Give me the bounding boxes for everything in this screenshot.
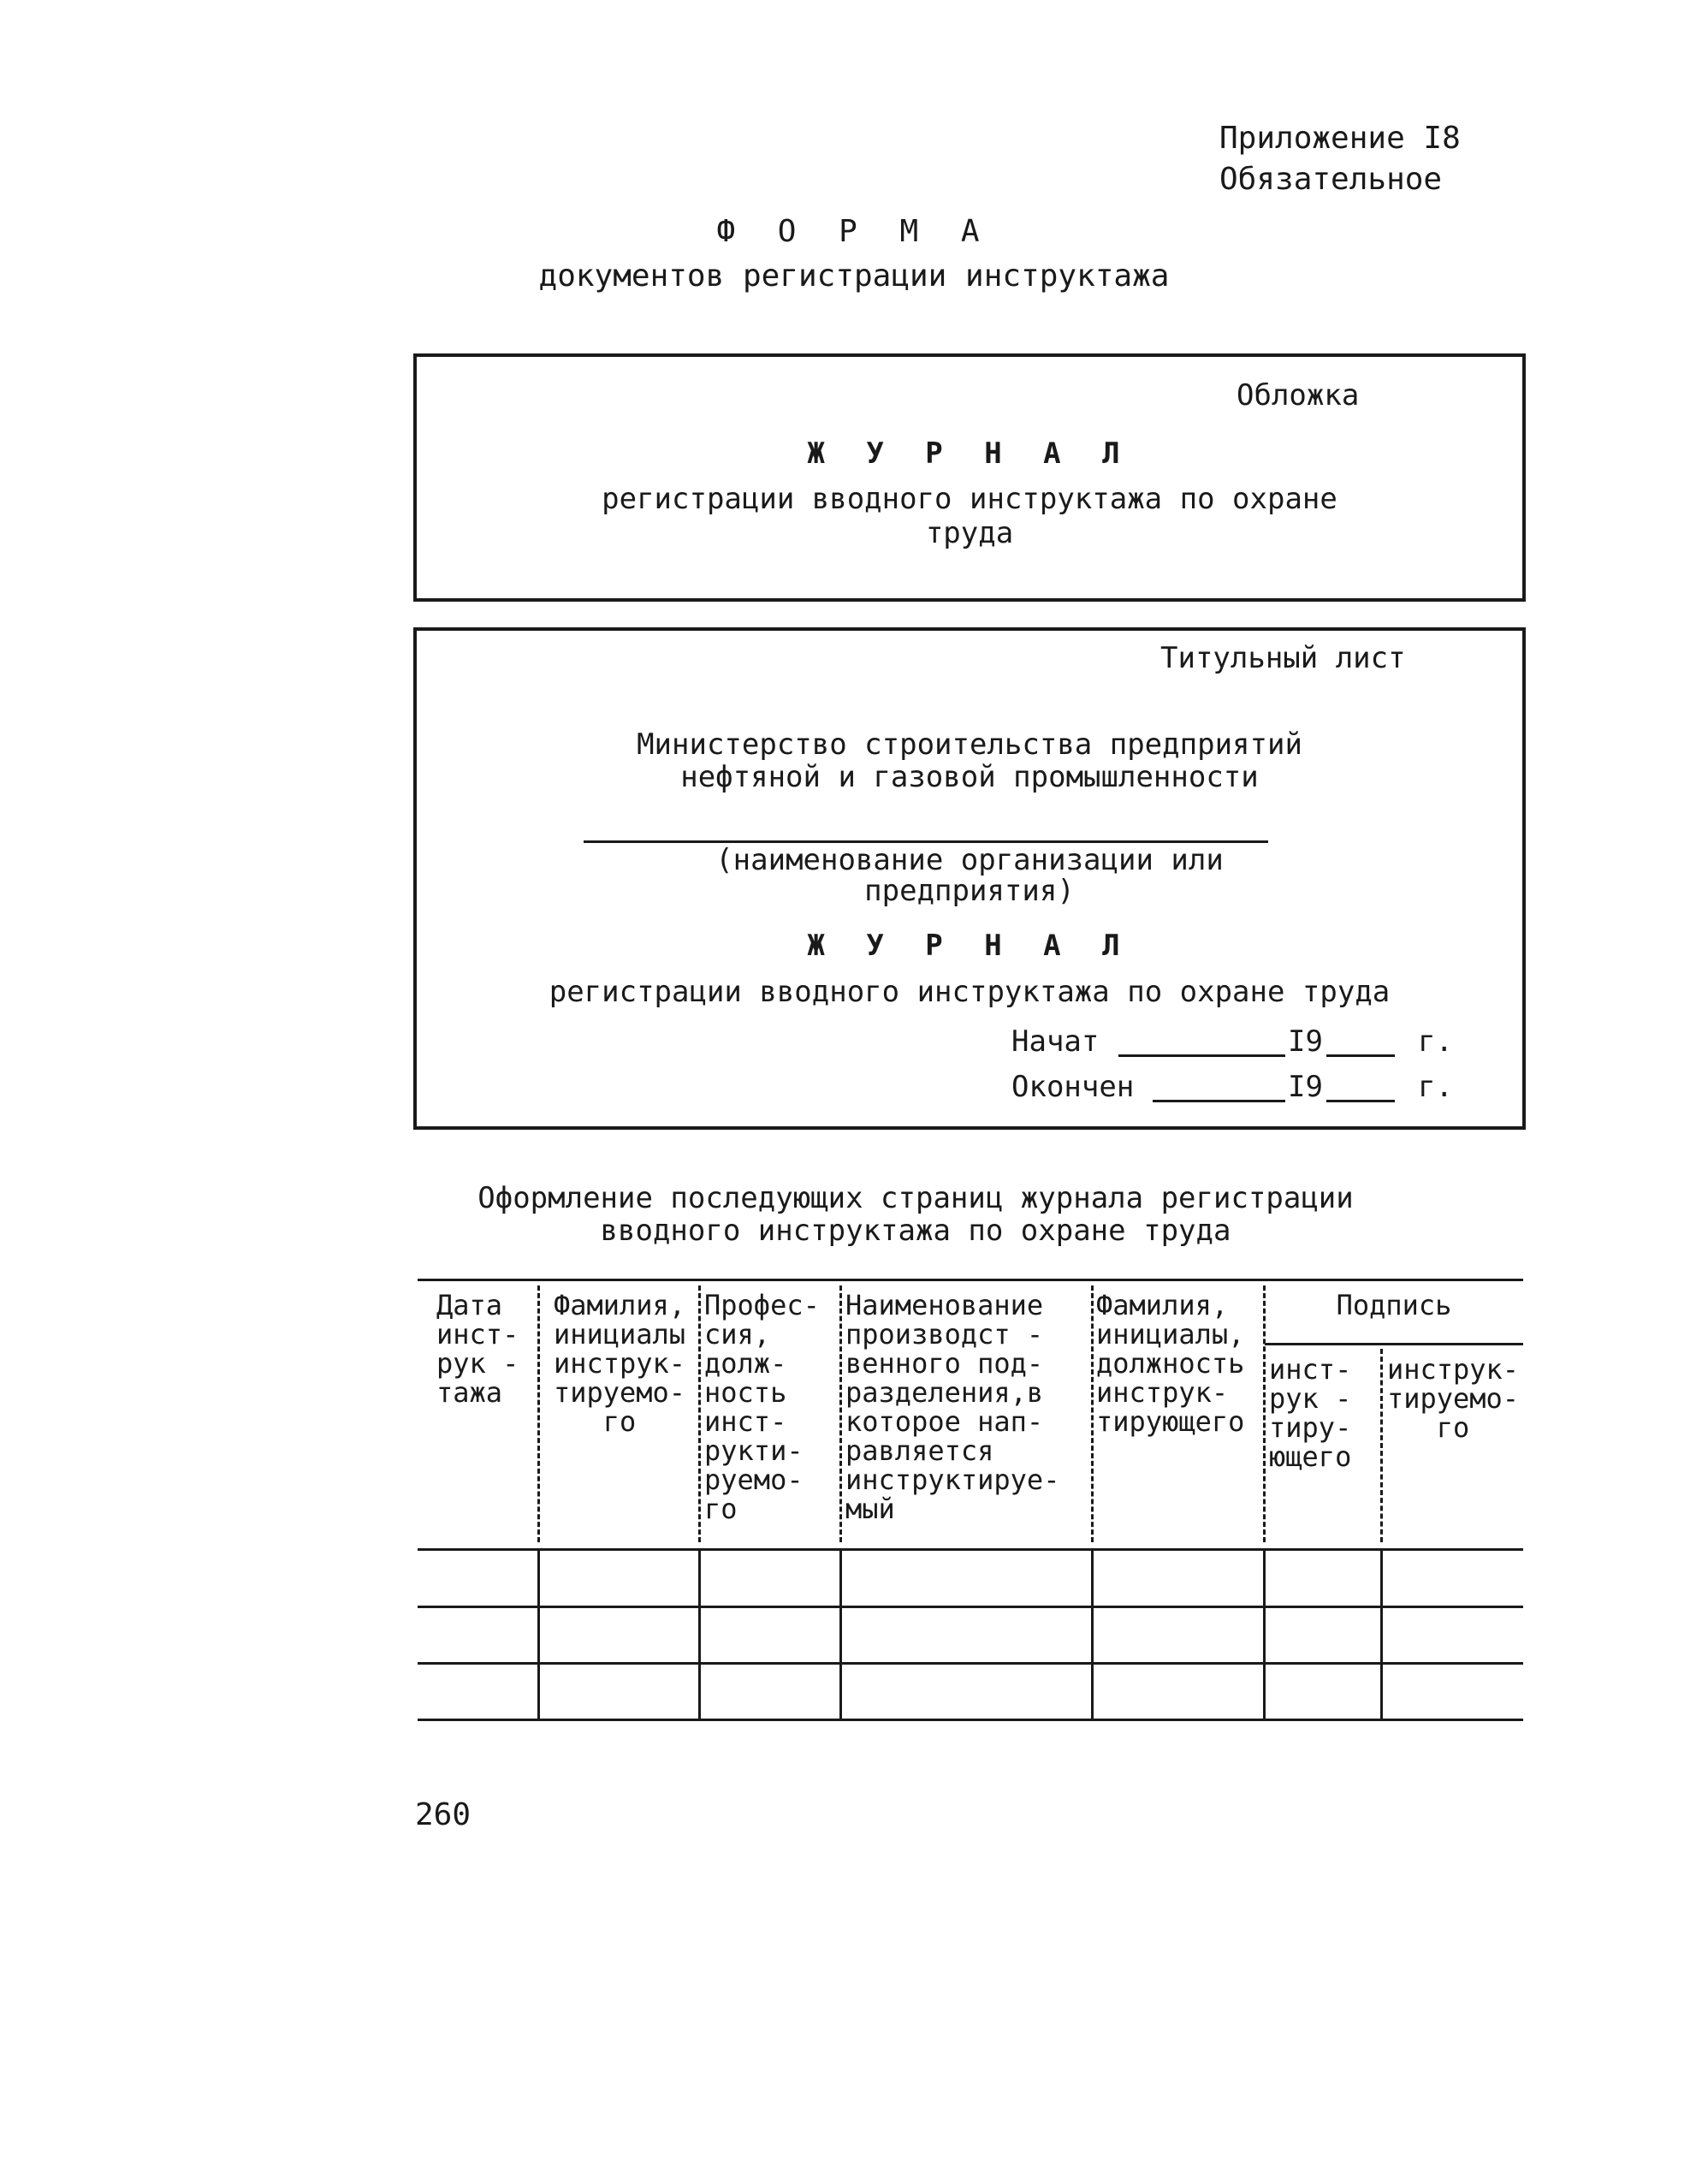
column-divider bbox=[1091, 1548, 1094, 1719]
title-page-heading: Ж У Р Н А Л bbox=[807, 929, 1132, 963]
org-caption-line1: (наименование организации или bbox=[715, 843, 1224, 877]
ended-year-suffix: г. bbox=[1418, 1070, 1453, 1104]
appendix-label bbox=[1219, 118, 1461, 200]
ended-year-line bbox=[1326, 1100, 1395, 1102]
column-divider bbox=[1263, 1285, 1266, 1542]
form-title: Ф О Р М А bbox=[716, 214, 992, 249]
column-header-signature: Подпись bbox=[1336, 1289, 1452, 1321]
ended-label: Окончен bbox=[1011, 1070, 1135, 1104]
column-divider bbox=[1091, 1285, 1094, 1542]
column-divider bbox=[698, 1548, 701, 1719]
subsequent-caption-line1: Оформление последующих страниц журнала регистрации bbox=[477, 1181, 1354, 1215]
ministry-line1: Министерство строительства предприятий bbox=[637, 727, 1302, 762]
table-top-rule bbox=[418, 1279, 1523, 1281]
cover-box bbox=[413, 353, 1526, 602]
started-label: Начат bbox=[1011, 1024, 1100, 1059]
started-date-line bbox=[1118, 1054, 1285, 1057]
table-row-rule bbox=[418, 1606, 1523, 1608]
column-divider bbox=[839, 1285, 842, 1542]
column-header-signature-instructor: инст- рук - тиру- ющего bbox=[1269, 1353, 1352, 1473]
title-page-label: Титульный лист bbox=[1160, 641, 1406, 675]
column-header-department: Наименование производст - венного под- разделения,в которое нап- равляется инструктируе- мый bbox=[845, 1289, 1060, 1525]
ended-year-prefix: I9 bbox=[1288, 1070, 1323, 1104]
table-header-rule bbox=[418, 1548, 1523, 1551]
signature-subheader-rule bbox=[1265, 1343, 1523, 1345]
page-number: 260 bbox=[415, 1797, 471, 1832]
column-header-profession: Профес- сия, долж- ность инст- рукти- руемо- го bbox=[704, 1289, 820, 1525]
form-subtitle: документов регистрации инструктажа bbox=[538, 258, 1170, 294]
column-divider bbox=[1380, 1548, 1383, 1719]
org-caption-line2: предприятия) bbox=[864, 874, 1075, 908]
appendix-status: Обязательное bbox=[1219, 162, 1443, 197]
cover-text-line1: регистрации вводного инструктажа по охране bbox=[602, 482, 1337, 516]
column-header-trainee-name: Фамилия, инициалы инструк- тируемо- го bbox=[553, 1289, 686, 1438]
ministry-line2: нефтяной и газовой промышленности bbox=[680, 760, 1259, 794]
title-page-box bbox=[413, 627, 1526, 1130]
journal-table bbox=[418, 1279, 1523, 1719]
started-year-line bbox=[1326, 1054, 1395, 1057]
column-header-signature-trainee: инструк- тируемо- го bbox=[1386, 1353, 1520, 1444]
column-divider bbox=[1263, 1548, 1266, 1719]
table-bottom-rule bbox=[418, 1719, 1523, 1721]
title-page-text: регистрации вводного инструктажа по охране труда bbox=[549, 975, 1391, 1009]
cover-heading: Ж У Р Н А Л bbox=[807, 436, 1132, 471]
column-divider bbox=[537, 1548, 540, 1719]
cover-label: Обложка bbox=[1237, 378, 1360, 413]
cover-text-line2: труда bbox=[925, 516, 1014, 550]
appendix-number: Приложение I8 bbox=[1219, 121, 1461, 156]
column-header-date: Дата инст- рук - тажа bbox=[436, 1289, 519, 1409]
table-row-rule bbox=[418, 1662, 1523, 1665]
column-divider bbox=[839, 1548, 842, 1719]
ended-date-line bbox=[1153, 1100, 1285, 1102]
column-header-instructor: Фамилия, инициалы, должность инструк- тирующего bbox=[1096, 1289, 1245, 1438]
started-year-prefix: I9 bbox=[1288, 1024, 1323, 1059]
subsequent-caption-line2: вводного инструктажа по охране труда bbox=[600, 1214, 1231, 1248]
started-year-suffix: г. bbox=[1418, 1024, 1453, 1059]
